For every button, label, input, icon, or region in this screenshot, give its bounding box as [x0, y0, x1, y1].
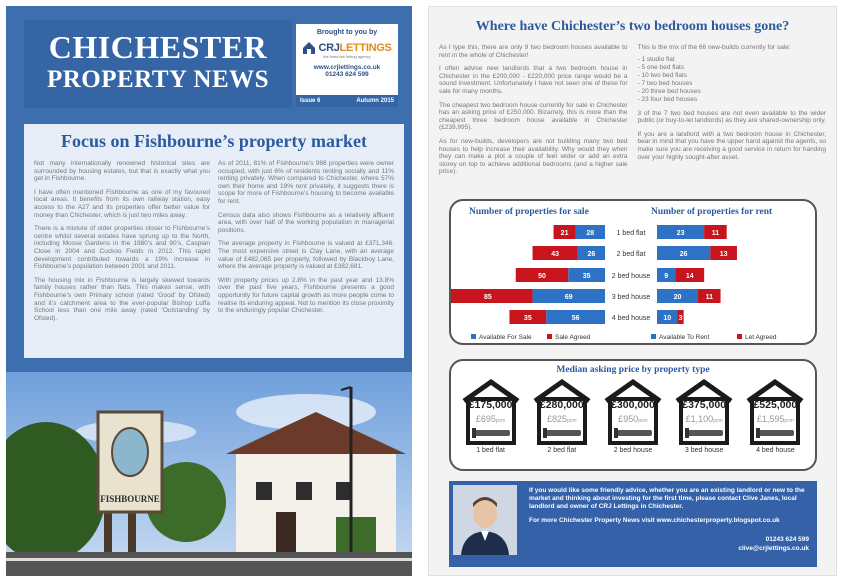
legend-label: Sale Agreed [555, 334, 591, 341]
list-item: - 5 one bed flats [637, 63, 685, 71]
contact-text: If you would like some friendly advice, whether you are an existing landlord or new to the market and thinking about investing for the first time, please contact Clive Janes, local landlord and owner of CRJ Lettings in Chichester. [529, 487, 805, 510]
let-agreed-value: 11 [705, 294, 713, 301]
issue-season: Autumn 2015 [356, 98, 394, 104]
back-page-title: Where have Chichester’s two bedroom houses gone? [475, 19, 790, 34]
sale-agreed-value: 35 [523, 315, 532, 322]
list-item: - 10 two bed flats [637, 71, 687, 79]
issue-bar [296, 95, 398, 107]
paragraph: I often advise new landlords that a two bedroom house in Chichester in the £200,000 - £220,000 price range would be a sound investment. Unfortunately I have not seen one of these for sale for many months. [439, 65, 628, 95]
fishbourne-photo [6, 372, 412, 576]
avatar [453, 485, 517, 555]
photo-sign-text: FISHBOURNE [100, 494, 160, 504]
contact-phone: 01243 624 599 [765, 536, 809, 543]
crj-logo [296, 41, 398, 55]
median-rent: £695 [475, 414, 496, 424]
sponsor-phone: 01243 624 599 [325, 71, 369, 78]
median-price-title: Median asking price by property type [556, 365, 710, 375]
rent-available-value: 26 [679, 251, 688, 258]
house-icon [673, 379, 735, 445]
list-item: - 23 four bed houses [637, 95, 698, 103]
masthead-line1: CHICHESTER [48, 29, 268, 65]
median-price: £375,000 [682, 399, 727, 411]
legend-label: Available To Rent [659, 334, 710, 341]
let-agreed-value: 3 [678, 315, 683, 322]
house-price-item [673, 379, 735, 454]
paragraph: The housing mix in Fishbourne is largely skewed towards family houses rather than flats. This makes sense, with Fishbourne’s own Primary school (rated ‘Good’ by Ofsted) and it’s catchment area to the ever-popular Bishop Luffa School less than one mile away (rated ‘Outstanding’ by Ofsted). [34, 276, 210, 322]
paragraph: Census data also shows Fishbourne as a relatively affluent area, with over half of the working population in managerial positions. [218, 211, 394, 234]
paragraph: As of 2011, 81% of Fishbourne’s 988 properties were owner occupied, with just 6% of residents renting socially and 11% renting privately. When compared to Chichester, where 57% own their home and 19% rent privately, it suggests there is scope for more of Fishbourne’s housing to become available for rent. [218, 160, 394, 205]
logo-main: CRJ [318, 42, 340, 54]
sale-available-value: 69 [564, 294, 573, 301]
median-rent: £1,100 [685, 414, 714, 424]
sponsor-box [296, 24, 398, 104]
paragraph: If you are a landlord with a two bedroom house in Chichester, bear in mind that you have the upper hand against the agents, so make sure you are receiving a good service in return for handing over your highly sought-after asset. [637, 130, 826, 161]
category-label: 3 bed house [611, 294, 651, 301]
category-label: 2 bed house [611, 273, 651, 280]
property-type-label: 1 bed flat [476, 447, 505, 454]
article-column-1 [34, 160, 210, 328]
house-price-list [451, 379, 815, 454]
legend-label: Available For Sale [479, 334, 532, 341]
pcm-label: pcm [713, 418, 723, 424]
median-rent: £1,595 [756, 414, 785, 424]
median-price: £175,000 [468, 399, 513, 411]
front-page [6, 6, 412, 576]
let-agreed-value: 11 [711, 230, 720, 237]
logo-tagline: the fixed fee letting agency [323, 54, 371, 59]
list-item: - 20 three bed houses [637, 87, 701, 95]
sponsor-website[interactable]: www.crjlettings.co.uk [313, 64, 381, 71]
paragraph: Not many internationally renowned historical sites are surrounded by housing estates, but that is exactly what you get in Fishbourne. [34, 160, 210, 183]
sale-available-value: 35 [582, 273, 591, 280]
sale-chart-title: Number of properties for sale [469, 207, 589, 217]
let-agreed-value: 14 [685, 273, 694, 280]
masthead-line2: PROPERTY NEWS [46, 66, 270, 93]
median-price: £525,000 [753, 399, 798, 411]
sale-available-value: 56 [571, 315, 580, 322]
pcm-label: pcm [567, 418, 577, 424]
sale-available-value: 28 [586, 230, 595, 237]
property-type-label: 3 bed house [684, 447, 724, 454]
category-label: 1 bed flat [616, 230, 646, 237]
paragraph: I have often mentioned Fishbourne as one of my favoured local areas. It benefits from its own railway station, easy access to the A27 and its properties offer better value for money than Chichester, which is just two miles away. [34, 188, 210, 219]
list-item: - 1 studio flat [637, 55, 675, 63]
rent-available-value: 20 [673, 294, 682, 301]
property-type-label: 2 bed house [613, 447, 653, 454]
pcm-label: pcm [638, 418, 648, 424]
newbuild-mix-list [638, 56, 827, 104]
contact-email[interactable]: clive@crjlettings.co.uk [738, 545, 809, 552]
let-agreed-value: 13 [719, 251, 728, 258]
house-price-item [602, 379, 664, 454]
rent-available-value: 23 [676, 230, 685, 237]
category-label: 2 bed flat [616, 251, 646, 258]
paragraph: The average property in Fishbourne is valued at £371,346. The most expensive street is Clay Lane, with an average value of £482,065 per property, followed by Blackboy Lane, where the average property is valued at £382,681. [218, 240, 394, 271]
issue-number: Issue 6 [300, 98, 321, 104]
sale-agreed-value: 50 [538, 273, 546, 280]
category-label: 4 bed house [611, 315, 651, 322]
back-column-2 [638, 44, 827, 182]
house-icon [602, 379, 664, 445]
house-icon [531, 379, 593, 445]
sale-agreed-value: 21 [560, 230, 569, 237]
masthead [24, 20, 292, 108]
legend-swatch [651, 334, 656, 339]
house-price-item [460, 379, 522, 454]
paragraph: 3 of the 7 two bed houses are not even available to the wider public (or buy-to-let landlords) as they are shared-ownership only. [637, 109, 826, 125]
logo-accent: LETTINGS [339, 42, 392, 54]
legend-label: Let Agreed [745, 334, 777, 341]
rent-chart-title: Number of properties for rent [651, 207, 773, 217]
sale-agreed-value: 43 [551, 251, 560, 258]
median-price-panel [449, 359, 817, 471]
paragraph: There is a mixture of older properties closer to Fishbourne’s centre whilst several estates have sprung up to the North, including Mosse Gardens in the 1980’s and 90’s, Caspian Close in 2004 and Cuckoo Fields in 2012. This rapid development contributed towards a 19% increase in Fishbourne’s population between 2001 and 2011. [34, 225, 210, 271]
properties-chart-panel [449, 199, 817, 345]
fishbourne-article [24, 124, 404, 358]
legend-swatch [471, 334, 476, 339]
median-price: £300,000 [611, 399, 655, 411]
properties-bar-chart [451, 201, 815, 343]
back-page [428, 6, 837, 576]
median-price: £280,000 [539, 399, 584, 411]
house-icon [460, 379, 522, 445]
article-title: Focus on Fishbourne’s property market [61, 131, 367, 151]
sale-agreed-value: 85 [484, 294, 492, 301]
sale-available-value: 26 [587, 251, 596, 258]
property-type-label: 2 bed flat [547, 447, 577, 454]
pcm-label: pcm [495, 418, 506, 424]
contact-box [449, 481, 817, 567]
house-price-item [744, 379, 806, 454]
paragraph: As for new-builds, developers are not building many two bed houses to help increase their availability. Why would they when they can make a plot a couple of feet wider or add an extra storey on top to achieve additional bedrooms (and a higher sale price). [439, 137, 628, 176]
median-rent: £950 [618, 414, 639, 424]
paragraph: With property prices up 2.8% in the past year and 13.8% over the past five years, Fishbourne presents a good opportunity for future capital growth as more people come to realise its enduring appeal. Not to mention its close proximity to the enduringly popular Chichester. [218, 276, 394, 315]
article-column-2 [218, 160, 394, 328]
contact-more-link[interactable]: For more Chichester Property News visit www.chichesterproperty.blogspot.co.uk [529, 517, 780, 524]
property-type-label: 4 bed house [756, 447, 795, 454]
rent-available-value: 10 [663, 315, 672, 322]
paragraph: This is the mix of the 66 new-builds currently for sale: [637, 44, 791, 51]
brought-by-label: Brought to you by [316, 29, 378, 36]
house-icon [744, 379, 806, 445]
median-rent: £825 [547, 414, 568, 424]
pcm-label: pcm [784, 418, 794, 424]
house-logo-icon [302, 41, 316, 55]
paragraph: As I type this, there are only 9 two bedroom houses available to rent in the whole of Chichester! [439, 44, 628, 59]
legend-swatch [737, 334, 742, 339]
rent-available-value: 9 [664, 273, 669, 280]
back-column-1 [439, 44, 628, 182]
list-item: - 7 two bed houses [637, 79, 693, 87]
house-price-item [531, 379, 593, 454]
paragraph: The cheapest two bedroom house currently for sale in Chichester has an asking price of £250,000. Bizarrely, this is more than the cheapest three bedroom house available in Chichester (£239,995). [439, 101, 628, 132]
legend-swatch [547, 334, 552, 339]
